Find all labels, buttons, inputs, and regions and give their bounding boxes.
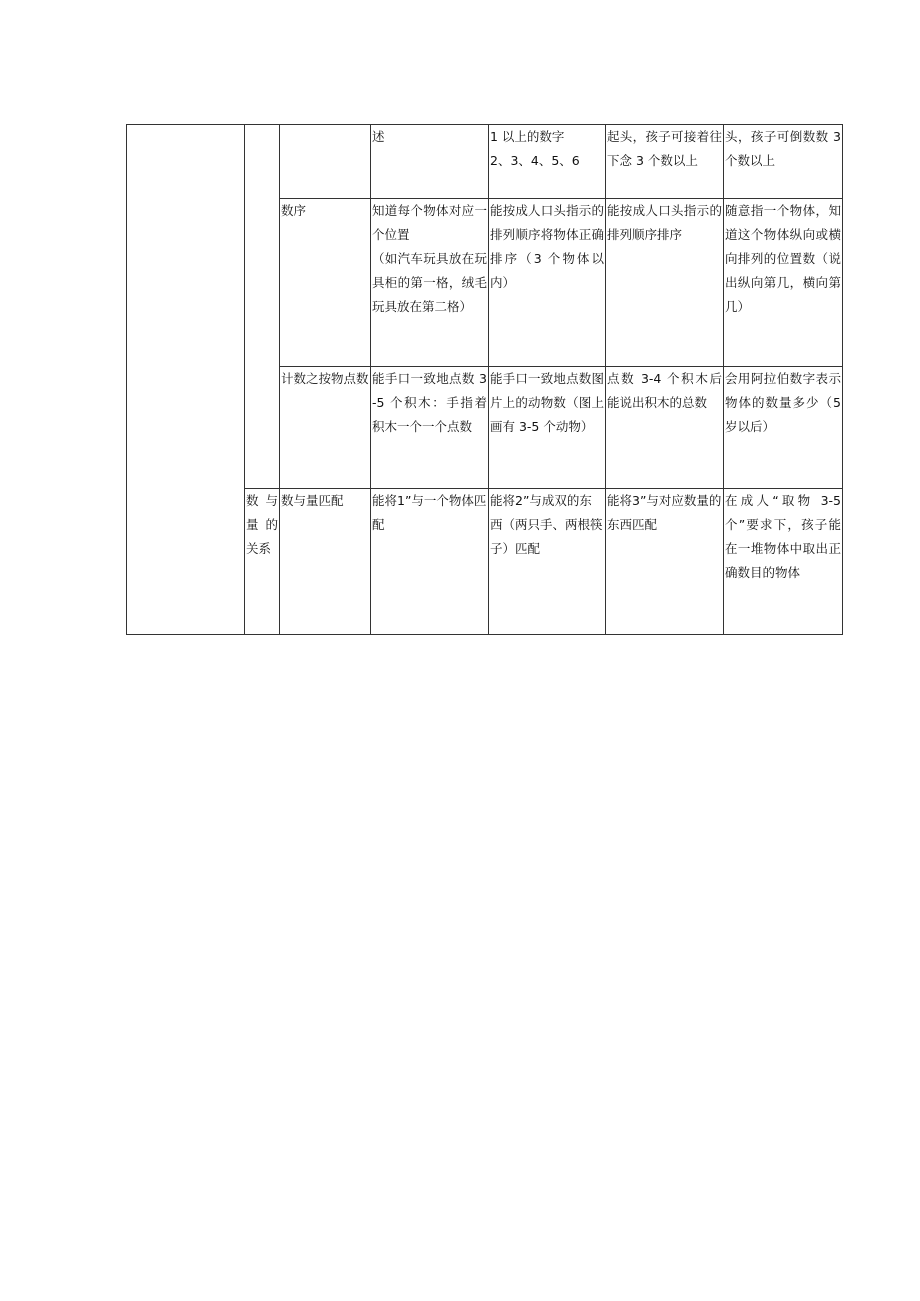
cell-text: 会用阿拉伯数字表示物体的数量多少（5 岁以后） xyxy=(725,371,845,434)
cell-text: 随意指一个物体，知道这个物体纵向或横向排列的位置数（说出纵向第几，横向第几） xyxy=(725,203,841,314)
cell-text: 能手口一致地点数 3-5 个积木：手指着积木一个一个点数 xyxy=(372,371,487,434)
sub-item-cell xyxy=(280,125,371,199)
cell-text: 述 xyxy=(372,129,385,144)
cell-text: 能将2”与成双的东西（两只手、两根筷子）匹配 xyxy=(490,493,603,556)
level-cell xyxy=(724,367,843,489)
cell-text: 在成人“取物 3-5 个”要求下，孩子能在一堆物体中取出正确数目的物体 xyxy=(725,493,845,580)
sub-item-label: 数与量匹配 xyxy=(281,493,344,508)
level-cell xyxy=(724,199,843,367)
level-cell xyxy=(606,367,724,489)
cell-text: 头，孩子可倒数数 3 个数以上 xyxy=(725,129,845,168)
table-row xyxy=(127,125,843,199)
level-cell xyxy=(489,199,606,367)
cell-text: 能按成人口头指示的排列顺序将物体正确排序（3 个物体以内） xyxy=(490,203,604,290)
cell-text: 1 以上的数字 2、3、4、5、6 xyxy=(490,129,580,168)
cell-text: 知道每个物体对应一个位置 （如汽车玩具放在玩具柜的第一格，绒毛玩具放在第二格） xyxy=(372,203,487,314)
level-cell xyxy=(371,125,489,199)
cell-text: 点数 3-4 个积木后能说出积木的总数 xyxy=(607,371,722,410)
cell-text: 起头，孩子可接着往下念 3 个数以上 xyxy=(607,129,722,168)
level-cell xyxy=(371,489,489,635)
level-cell xyxy=(606,199,724,367)
sub-item-label: 计数之按物点数 xyxy=(281,371,369,386)
cell-text: 能手口一致地点数图片上的动物数（图上画有 3-5 个动物） xyxy=(490,371,604,434)
sub-item-cell xyxy=(280,367,371,489)
level-cell xyxy=(489,489,606,635)
sub-item-label: 数序 xyxy=(281,203,307,218)
level-cell xyxy=(489,125,606,199)
level-cell xyxy=(371,367,489,489)
level-cell xyxy=(724,489,843,635)
domain-cell xyxy=(127,125,245,635)
sub-item-cell xyxy=(280,199,371,367)
category-label: 数与量的关系 xyxy=(246,493,278,556)
level-cell xyxy=(489,367,606,489)
level-cell xyxy=(724,125,843,199)
category-cell xyxy=(245,125,280,489)
sub-item-cell xyxy=(280,489,371,635)
cell-text: 能将1”与一个物体匹配 xyxy=(372,493,487,532)
development-table xyxy=(126,124,843,635)
cell-text: 能按成人口头指示的排列顺序排序 xyxy=(607,203,722,242)
level-cell xyxy=(371,199,489,367)
level-cell xyxy=(606,125,724,199)
category-cell xyxy=(245,489,280,635)
cell-text: 能将3”与对应数量的东西匹配 xyxy=(607,493,722,532)
level-cell xyxy=(606,489,724,635)
